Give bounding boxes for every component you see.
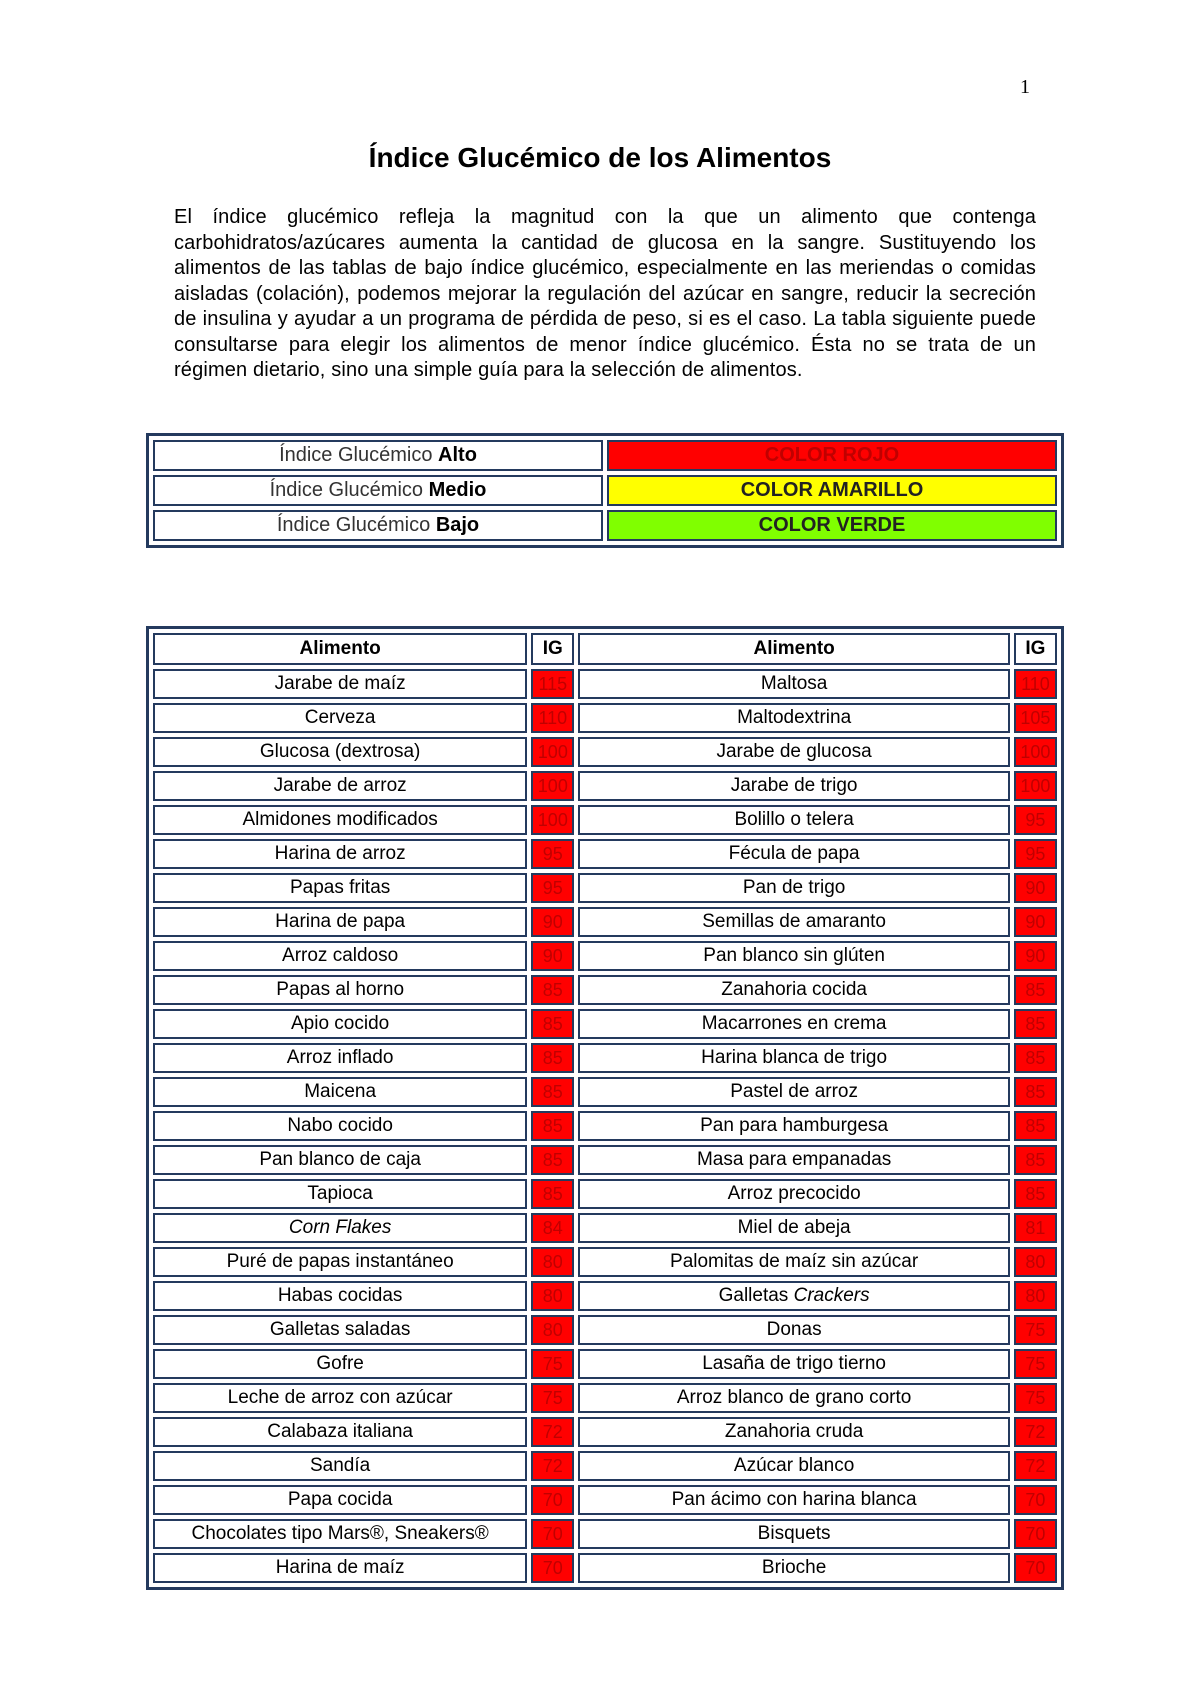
ig-value-cell: 80 — [531, 1315, 574, 1345]
food-cell — [578, 1485, 1009, 1515]
ig-value-cell: 75 — [531, 1349, 574, 1379]
food-cell — [153, 873, 527, 903]
food-name: Cerveza — [304, 707, 376, 728]
ig-value-cell: 100 — [531, 771, 574, 801]
ig-value-cell: 81 — [1014, 1213, 1057, 1243]
food-name: Jarabe de arroz — [273, 775, 407, 796]
food-name: Sandía — [310, 1455, 371, 1476]
food-name: Jarabe de glucosa — [716, 741, 872, 762]
table-row — [153, 1417, 1057, 1447]
ig-value-cell: 85 — [1014, 1043, 1057, 1073]
food-name: Arroz blanco de grano corto — [676, 1387, 912, 1408]
food-cell — [578, 1077, 1009, 1107]
food-name: Harina blanca de trigo — [701, 1047, 888, 1068]
food-cell — [578, 1145, 1009, 1175]
food-cell — [153, 1519, 527, 1549]
ig-value-cell: 80 — [531, 1281, 574, 1311]
glycemic-index-table — [146, 626, 1064, 1590]
table-row — [153, 1179, 1057, 1209]
food-name: Arroz caldoso — [282, 945, 399, 966]
food-cell — [578, 1281, 1009, 1311]
ig-value-cell: 100 — [531, 805, 574, 835]
food-cell — [153, 1077, 527, 1107]
legend-label: Índice Glucémico Medio — [153, 475, 603, 506]
food-name: Jarabe de maíz — [274, 673, 406, 694]
table-row — [153, 1349, 1057, 1379]
food-name: Papas al horno — [276, 979, 405, 1000]
ig-value-cell: 85 — [531, 1009, 574, 1039]
food-cell — [578, 1417, 1009, 1447]
page-number: 1 — [1020, 76, 1030, 98]
food-name: Pan de trigo — [742, 877, 846, 898]
food-cell — [153, 941, 527, 971]
ig-value-cell: 95 — [531, 839, 574, 869]
food-cell — [153, 1043, 527, 1073]
ig-value-cell: 70 — [1014, 1485, 1057, 1515]
table-row — [153, 669, 1057, 699]
food-cell — [578, 1043, 1009, 1073]
table-row — [153, 1383, 1057, 1413]
food-cell — [578, 1451, 1009, 1481]
ig-value-cell: 75 — [1014, 1349, 1057, 1379]
ig-value-cell: 85 — [531, 1145, 574, 1175]
ig-value-cell: 70 — [531, 1519, 574, 1549]
food-cell — [153, 975, 527, 1005]
food-cell — [153, 737, 527, 767]
food-cell — [578, 805, 1009, 835]
ig-value-cell: 95 — [1014, 839, 1057, 869]
food-cell — [578, 1383, 1009, 1413]
food-cell — [578, 669, 1009, 699]
food-name: Arroz inflado — [286, 1047, 394, 1068]
ig-value-cell: 72 — [531, 1451, 574, 1481]
color-legend-table — [146, 433, 1064, 548]
ig-value-cell: 70 — [1014, 1553, 1057, 1583]
ig-value-cell: 70 — [1014, 1519, 1057, 1549]
ig-value-cell: 72 — [1014, 1417, 1057, 1447]
table-row — [153, 873, 1057, 903]
food-name: Leche de arroz con azúcar — [227, 1387, 453, 1408]
table-row — [153, 1553, 1057, 1583]
food-cell — [578, 1349, 1009, 1379]
ig-value-cell: 115 — [531, 669, 574, 699]
food-name: Tapioca — [307, 1183, 373, 1204]
food-name: Harina de papa — [275, 911, 406, 932]
table-body — [153, 669, 1057, 1583]
ig-value-cell: 110 — [1014, 669, 1057, 699]
table-row — [153, 1315, 1057, 1345]
table-row — [153, 1281, 1057, 1311]
table-row — [153, 771, 1057, 801]
legend-swatch-red: COLOR ROJO — [607, 440, 1057, 471]
table-row — [153, 1111, 1057, 1141]
food-name: Puré de papas instantáneo — [226, 1251, 454, 1272]
ig-value-cell: 85 — [531, 1043, 574, 1073]
table-row — [153, 1043, 1057, 1073]
food-cell — [578, 771, 1009, 801]
food-name-italic: Corn Flakes — [288, 1217, 392, 1238]
food-cell — [578, 839, 1009, 869]
food-cell — [578, 873, 1009, 903]
food-name: Bolillo o telera — [734, 809, 854, 830]
food-cell — [578, 1111, 1009, 1141]
food-cell — [153, 1349, 527, 1379]
food-name: Palomitas de maíz sin azúcar — [670, 1251, 919, 1272]
food-cell — [578, 1213, 1009, 1243]
ig-value-cell: 85 — [531, 975, 574, 1005]
ig-value-cell: 110 — [531, 703, 574, 733]
food-cell — [153, 1111, 527, 1141]
food-name: Masa para empanadas — [696, 1149, 892, 1170]
food-name: Maicena — [304, 1081, 377, 1102]
ig-value-cell: 85 — [1014, 975, 1057, 1005]
food-cell — [578, 703, 1009, 733]
ig-value-cell: 72 — [1014, 1451, 1057, 1481]
food-name: Harina de maíz — [275, 1557, 405, 1578]
food-name: Donas — [766, 1319, 822, 1340]
table-row — [153, 1145, 1057, 1175]
table-row — [153, 1213, 1057, 1243]
legend-swatch-green: COLOR VERDE — [607, 510, 1057, 541]
ig-value-cell: 72 — [531, 1417, 574, 1447]
ig-value-cell: 70 — [531, 1485, 574, 1515]
food-name-italic: Crackers — [793, 1285, 870, 1306]
food-cell — [153, 1417, 527, 1447]
ig-value-cell: 84 — [531, 1213, 574, 1243]
table-row — [153, 941, 1057, 971]
food-name: Habas cocidas — [277, 1285, 403, 1306]
ig-value-cell: 90 — [1014, 941, 1057, 971]
ig-value-cell: 90 — [531, 907, 574, 937]
ig-value-cell: 95 — [531, 873, 574, 903]
ig-value-cell: 85 — [1014, 1111, 1057, 1141]
food-name: Harina de arroz — [274, 843, 406, 864]
food-cell — [153, 839, 527, 869]
food-name: Macarrones en crema — [701, 1013, 887, 1034]
legend-row-medium — [153, 475, 1057, 506]
food-cell — [578, 737, 1009, 767]
food-name: Papas fritas — [289, 877, 391, 898]
food-cell — [153, 1383, 527, 1413]
ig-value-cell: 75 — [531, 1383, 574, 1413]
food-cell — [578, 907, 1009, 937]
ig-value-cell: 100 — [1014, 771, 1057, 801]
food-cell — [578, 941, 1009, 971]
food-name: Apio cocido — [291, 1013, 390, 1034]
food-cell — [153, 1315, 527, 1345]
ig-value-cell: 90 — [1014, 907, 1057, 937]
ig-value-cell: 80 — [1014, 1247, 1057, 1277]
food-name: Pan blanco sin glúten — [703, 945, 885, 966]
food-name: Pan blanco de caja — [259, 1149, 421, 1170]
food-name: Brioche — [761, 1557, 827, 1578]
ig-value-cell: 80 — [1014, 1281, 1057, 1311]
food-name: Maltosa — [760, 673, 828, 694]
ig-value-cell: 85 — [1014, 1179, 1057, 1209]
legend-swatch-yellow: COLOR AMARILLO — [607, 475, 1057, 506]
food-cell — [153, 771, 527, 801]
ig-value-cell: 85 — [531, 1179, 574, 1209]
table-row — [153, 975, 1057, 1005]
ig-value-cell: 90 — [531, 941, 574, 971]
ig-value-cell: 95 — [1014, 805, 1057, 835]
food-cell — [153, 1281, 527, 1311]
food-cell — [153, 1179, 527, 1209]
ig-value-cell: 75 — [1014, 1315, 1057, 1345]
food-cell — [153, 1247, 527, 1277]
legend-row-high — [153, 440, 1057, 471]
food-name: Chocolates tipo Mars®, Sneakers® — [191, 1523, 489, 1544]
food-name: Nabo cocido — [287, 1115, 393, 1136]
ig-value-cell: 85 — [1014, 1077, 1057, 1107]
food-name: Maltodextrina — [737, 707, 852, 728]
table-row — [153, 839, 1057, 869]
food-name: Pan ácimo con harina blanca — [671, 1489, 917, 1510]
food-cell — [153, 703, 527, 733]
food-name: Calabaza italiana — [267, 1421, 413, 1442]
ig-value-cell: 85 — [531, 1111, 574, 1141]
food-cell — [578, 1009, 1009, 1039]
food-name: Pan para hamburgesa — [700, 1115, 889, 1136]
table-row — [153, 703, 1057, 733]
food-name: Pastel de arroz — [730, 1081, 858, 1102]
column-header-food: Alimento — [153, 633, 527, 665]
food-cell — [578, 1519, 1009, 1549]
table-row — [153, 1519, 1057, 1549]
food-cell — [153, 907, 527, 937]
table-row — [153, 1077, 1057, 1107]
column-header-ig: IG — [1014, 633, 1057, 665]
food-name: Azúcar blanco — [733, 1455, 855, 1476]
food-name: Semillas de amaranto — [702, 911, 886, 932]
table-row — [153, 1009, 1057, 1039]
food-cell — [153, 1213, 527, 1243]
ig-value-cell: 105 — [1014, 703, 1057, 733]
page-title: Índice Glucémico de los Alimentos — [368, 142, 832, 173]
food-name: Almidones modificados — [242, 809, 438, 830]
food-name: Galletas saladas — [269, 1319, 411, 1340]
food-cell — [153, 805, 527, 835]
table-row — [153, 1485, 1057, 1515]
food-cell — [153, 669, 527, 699]
food-name: Miel de abeja — [737, 1217, 851, 1238]
food-name: Lasaña de trigo tierno — [702, 1353, 886, 1374]
food-cell — [578, 1553, 1009, 1583]
column-header-food: Alimento — [578, 633, 1009, 665]
food-name: Arroz precocido — [727, 1183, 861, 1204]
ig-value-cell: 80 — [531, 1247, 574, 1277]
ig-value-cell: 85 — [1014, 1009, 1057, 1039]
ig-value-cell: 85 — [1014, 1145, 1057, 1175]
food-name: Jarabe de trigo — [730, 775, 858, 796]
food-cell — [578, 1247, 1009, 1277]
legend-row-low — [153, 510, 1057, 541]
legend-label: Índice Glucémico Alto — [153, 440, 603, 471]
food-name: Bisquets — [757, 1523, 831, 1544]
ig-value-cell: 90 — [1014, 873, 1057, 903]
food-name: Galletas — [718, 1285, 789, 1306]
food-cell — [578, 975, 1009, 1005]
column-header-ig: IG — [531, 633, 574, 665]
food-cell — [153, 1553, 527, 1583]
ig-value-cell: 70 — [531, 1553, 574, 1583]
table-header-row — [153, 633, 1057, 665]
legend-label: Índice Glucémico Bajo — [153, 510, 603, 541]
table-row — [153, 1451, 1057, 1481]
table-row — [153, 805, 1057, 835]
food-cell — [153, 1145, 527, 1175]
ig-value-cell: 100 — [1014, 737, 1057, 767]
food-name: Glucosa (dextrosa) — [259, 741, 421, 762]
table-row — [153, 907, 1057, 937]
food-name: Zanahoria cruda — [724, 1421, 864, 1442]
ig-value-cell: 75 — [1014, 1383, 1057, 1413]
food-cell — [578, 1315, 1009, 1345]
food-name: Fécula de papa — [728, 843, 860, 864]
food-cell — [578, 1179, 1009, 1209]
ig-value-cell: 85 — [531, 1077, 574, 1107]
food-name: Zanahoria cocida — [721, 979, 867, 1000]
food-cell — [153, 1009, 527, 1039]
ig-value-cell: 100 — [531, 737, 574, 767]
food-name: Papa cocida — [287, 1489, 393, 1510]
table-row — [153, 1247, 1057, 1277]
intro-paragraph: El índice glucémico refleja la magnitud con la que un alimento que contenga carbohidratos/azúcares aumenta la cantidad de glucosa en la sangre. Sustituyendo los alimentos de las tablas de bajo índice glucémico, especialmente en las meriendas o comidas aisladas (colación), podemos mejorar la regulación del azúcar en sangre, reducir la secreción de insulina y ayudar a un programa de pérdida de peso, si es el caso. La tabla siguiente puede consultarse para elegir los alimentos de menor índice glucémico. Ésta no se trata de un régimen dietario, sino una simple guía para la selección de alimentos. — [174, 206, 1036, 381]
food-cell — [153, 1485, 527, 1515]
food-cell — [153, 1451, 527, 1481]
food-name: Gofre — [316, 1353, 364, 1374]
table-row — [153, 737, 1057, 767]
